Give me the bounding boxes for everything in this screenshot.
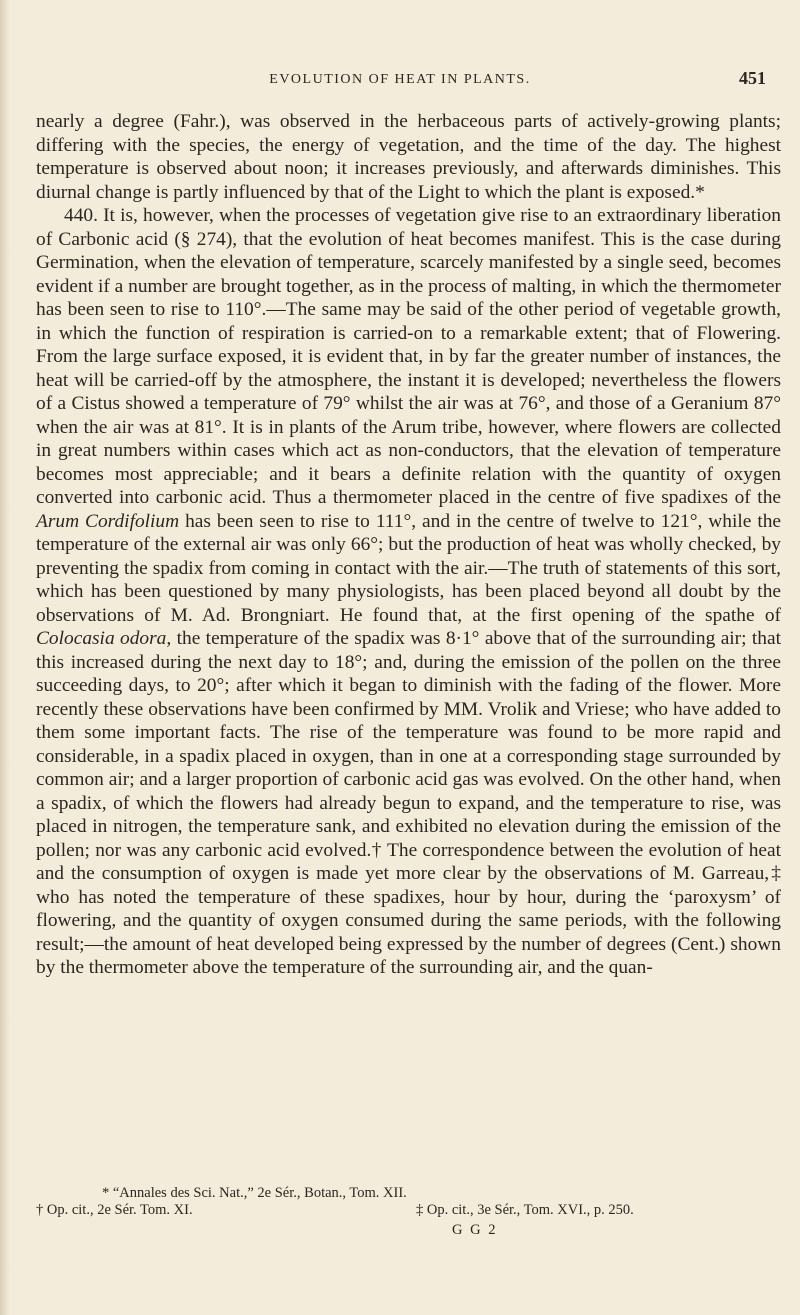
footnote-row bbox=[36, 1202, 781, 1219]
paragraph-2-part-c: the temperature of the spadix was 8·1° above that of the surrounding air; that this increased during the next day to 18°; and, during the emission of the pollen on the three succeeding days, to 20°; after which it began to diminish with the fading of the flower. More recently these observations have been confirmed by MM. Vrolik and Vriese; who have added to them some important facts. The rise of the temperature was found to be more rapid and considerable, in a spadix placed in oxygen, than in one at a corresponding stage surrounded by common air; and a larger proportion of carbonic acid gas was evolved. On the other hand, when a spadix, of which the flowers had already begun to expand, and the temperature to rise, was placed in nitrogen, the temperature sank, and exhibited no elevation during the emission of the pollen; nor was any carbonic acid evolved.† The correspondence between the evolution of heat and the consumption of oxygen is made yet more clear by the observations of M. Garreau,‡ who has noted the temperature of these spadixes, hour by hour, during the ‘paroxysm’ of flowering, and the quantity of oxygen consumed during the same periods, with the following result;—the amount of heat developed being expressed by the number of degrees (Cent.) shown by the thermometer above the temperature of the surrounding air, and the quan- bbox=[36, 628, 781, 978]
footnote-2: † Op. cit., 2e Sér. Tom. XI. bbox=[36, 1202, 193, 1218]
page-edge bbox=[0, 0, 10, 1315]
footnote-1: * “Annales des Sci. Nat.,” 2e Sér., Botan., Tom. XII. bbox=[102, 1185, 407, 1201]
footnotes bbox=[36, 1185, 781, 1219]
species-name-colocasia: Colocasia odora, bbox=[36, 628, 172, 649]
paragraph-2 bbox=[36, 204, 781, 980]
running-head: EVOLUTION OF HEAT IN PLANTS. bbox=[269, 72, 531, 87]
page-number: 451 bbox=[739, 68, 766, 88]
footnote-3: ‡ Op. cit., 3e Sér., Tom. XVI., p. 250. bbox=[416, 1202, 634, 1218]
paragraph-2-part-b: has been seen to rise to 111°, and in the centre of twelve to 121°, while the temperature of the external air was only 66°; but the production of heat was wholly checked, by preventing the spadix from coming in contact with the air.—The truth of statements of this sort, which has been questioned by many physiologists, has been placed beyond all doubt by the observations of M. Ad. Brongniart. He found that, at the first opening of the spathe of bbox=[36, 510, 782, 626]
paragraph-2-part-a: 440. It is, however, when the processes of vegetation give rise to an extraordinary liberation of Carbonic acid (§ 274), that the evolution of heat becomes manifest. This is the case during Germination, when the elevation of temperature, scarcely manifested by a single seed, becomes evident if a number are brought together, as in the process of malting, in which the thermometer has been seen to rise to 110°.—The same may be said of the other period of vegetable growth, in which the function of respiration is carried-on to a remarkable extent; that of Flowering. From the large surface exposed, it is evident that, in by far the greater number of instances, the heat will be carried-off by the atmosphere, the instant it is developed; nevertheless the flowers of a Cistus showed a temperature of 79° whilst the air was at 76°, and those of a Geranium 87° when the air was at 81°. It is in plants of the Arum tribe, however, where flowers are collected in great numbers within cases which act as non-conductors, that the elevation of temperature becomes most appreciable; and it bears a definite relation with the quantity of oxygen converted into carbonic acid. Thus a thermometer placed in the centre of five spadixes of the bbox=[36, 205, 781, 508]
signature-mark: G G 2 bbox=[452, 1222, 498, 1238]
paragraph-1: nearly a degree (Fahr.), was observed in the herbaceous parts of actively-growing plants; differing with the species, the energy of vegetation, and the time of the day. The highest temperature is observed about noon; it increases previously, and afterwards diminishes. This diurnal change is partly influenced by that of the Light to which the plant is exposed.* bbox=[36, 111, 781, 203]
species-name-arum: Arum Cordifolium bbox=[36, 510, 180, 532]
body-text bbox=[36, 110, 781, 980]
page-header bbox=[0, 68, 800, 98]
